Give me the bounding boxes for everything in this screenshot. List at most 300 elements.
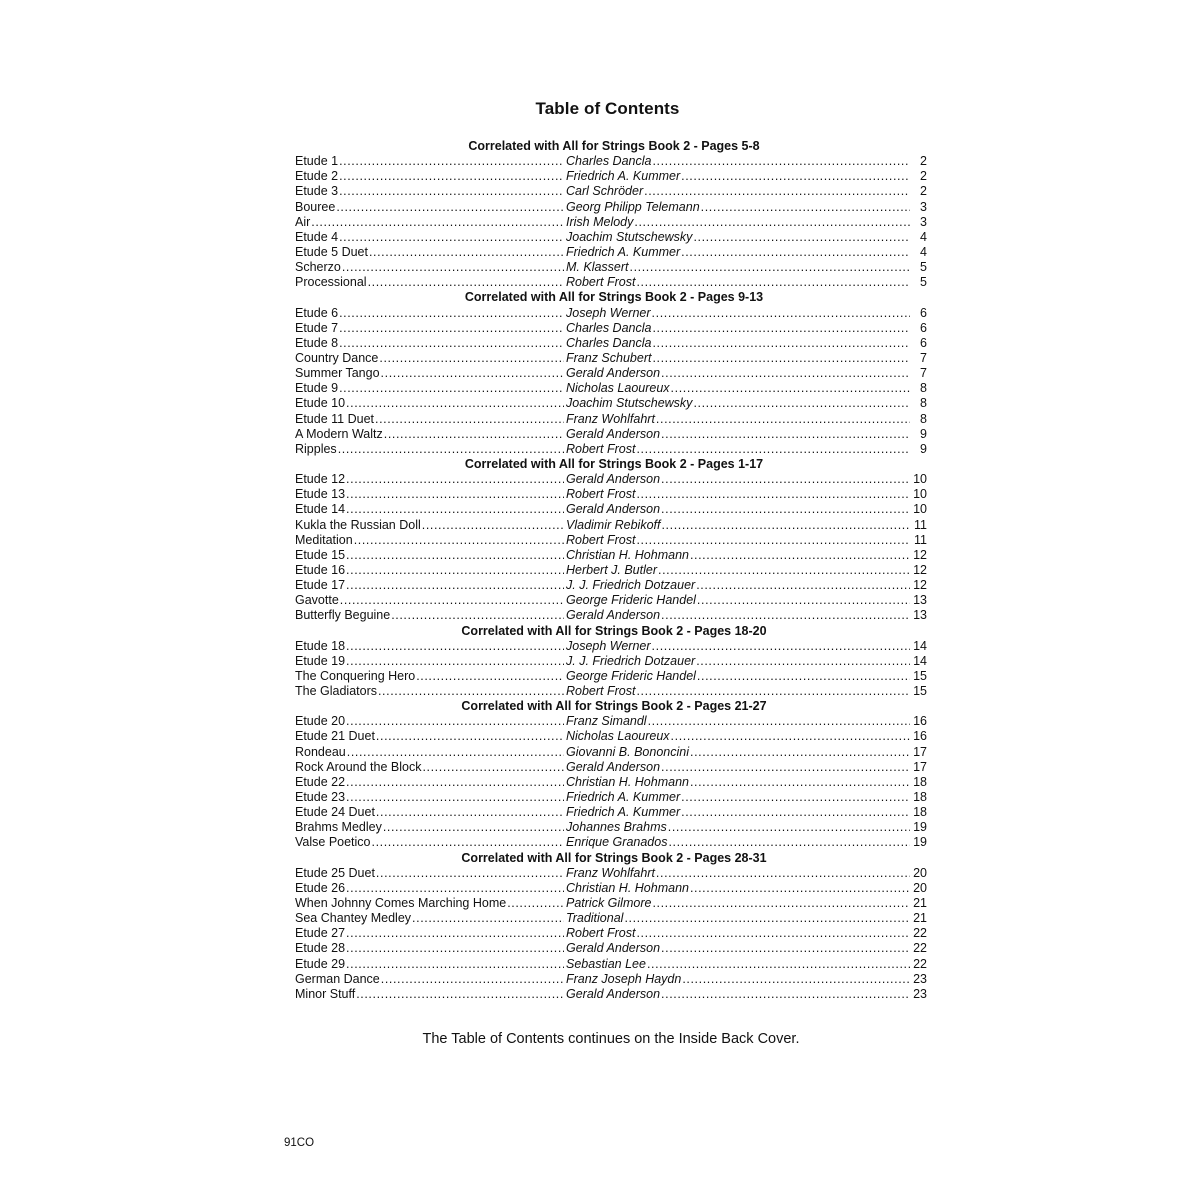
page-number: 7 <box>920 366 927 381</box>
dot-leader <box>696 593 910 608</box>
dot-leader <box>345 957 564 972</box>
composer-name: Christian H. Hohmann <box>566 880 689 895</box>
page-number: 10 <box>913 502 927 517</box>
composer-name: Charles Dancla <box>566 320 652 335</box>
dot-leader <box>375 805 564 820</box>
toc-entry <box>295 941 927 956</box>
dot-leader <box>695 654 910 669</box>
piece-title: Etude 5 Duet <box>295 244 368 259</box>
page-number: 21 <box>913 911 927 926</box>
piece-title: The Gladiators <box>295 684 377 699</box>
piece-title: Etude 20 <box>295 714 346 729</box>
composer-name: Friedrich A. Kummer <box>566 169 681 184</box>
composer-name: Franz Wohlfahrt <box>566 865 655 880</box>
dot-leader <box>689 775 910 790</box>
piece-title: Ripples <box>295 441 337 456</box>
piece-title: Etude 3 <box>295 184 339 199</box>
toc-entry <box>295 760 927 775</box>
composer-name: Herbert J. Butler <box>566 562 658 577</box>
composer-name: Carl Schröder <box>566 184 644 199</box>
dot-leader <box>670 381 910 396</box>
dot-leader <box>341 260 564 275</box>
dot-leader <box>355 987 564 1002</box>
piece-title: Etude 4 <box>295 229 339 244</box>
composer-name: Sebastian Lee <box>566 956 646 971</box>
dot-leader <box>345 775 564 790</box>
composer-name: Irish Melody <box>566 214 634 229</box>
toc-entry <box>295 533 927 548</box>
page-number: 5 <box>920 275 927 290</box>
toc-entry <box>295 412 927 427</box>
toc-entry <box>295 215 927 230</box>
toc-entry <box>295 608 927 623</box>
composer-name: Franz Joseph Haydn <box>566 971 682 986</box>
piece-title: Minor Stuff <box>295 986 356 1001</box>
dot-leader <box>660 608 910 623</box>
composer-name: Gerald Anderson <box>566 502 661 517</box>
toc-entry <box>295 714 927 729</box>
toc-entry <box>295 427 927 442</box>
toc-entry <box>295 230 927 245</box>
toc-entry <box>295 987 927 1002</box>
composer-name: Johannes Brahms <box>566 820 667 835</box>
toc-entry <box>295 593 927 608</box>
dot-leader <box>660 987 910 1002</box>
page-number: 2 <box>920 184 927 199</box>
dot-leader <box>695 578 910 593</box>
piece-title: German Dance <box>295 971 380 986</box>
piece-title: Etude 24 Duet <box>295 805 375 820</box>
composer-name: Charles Dancla <box>566 154 652 169</box>
page-number: 13 <box>913 608 927 623</box>
piece-title: When Johnny Comes Marching Home <box>295 896 507 911</box>
piece-title: Sea Chantey Medley <box>295 911 412 926</box>
toc-entry <box>295 684 927 699</box>
page-number: 18 <box>913 774 927 789</box>
dot-leader <box>660 366 910 381</box>
piece-title: The Conquering Hero <box>295 668 416 683</box>
dot-leader <box>680 790 910 805</box>
dot-leader <box>680 169 910 184</box>
piece-title: Etude 13 <box>295 487 346 502</box>
page-number: 23 <box>913 986 927 1001</box>
dot-leader <box>375 729 564 744</box>
piece-title: Etude 12 <box>295 472 346 487</box>
piece-title: A Modern Waltz <box>295 426 383 441</box>
dot-leader <box>345 654 564 669</box>
dot-leader <box>338 184 564 199</box>
dot-leader <box>338 336 564 351</box>
dot-leader <box>635 275 910 290</box>
composer-name: J. J. Friedrich Dotzauer <box>566 578 696 593</box>
dot-leader <box>643 184 910 199</box>
toc-entry <box>295 957 927 972</box>
composer-name: Robert Frost <box>566 487 636 502</box>
dot-leader <box>667 835 910 850</box>
toc-entry <box>295 790 927 805</box>
dot-leader <box>310 215 564 230</box>
toc-entry <box>295 154 927 169</box>
dot-leader <box>647 714 910 729</box>
composer-name: Franz Simandl <box>566 714 647 729</box>
dot-leader <box>670 729 910 744</box>
composer-name: George Frideric Handel <box>566 668 696 683</box>
composer-name: Gerald Anderson <box>566 941 661 956</box>
dot-leader <box>692 230 910 245</box>
page-number: 9 <box>920 441 927 456</box>
toc-entry <box>295 548 927 563</box>
dot-leader <box>696 669 910 684</box>
composer-name: Joachim Stutschewsky <box>566 396 693 411</box>
composer-name: M. Klassert <box>566 260 629 275</box>
composer-name: Friedrich A. Kummer <box>566 244 681 259</box>
toc-entry <box>295 911 927 926</box>
piece-title: Etude 7 <box>295 320 339 335</box>
toc-entry <box>295 518 927 533</box>
dot-leader <box>345 578 564 593</box>
piece-title: Etude 17 <box>295 578 346 593</box>
page-number: 17 <box>913 744 927 759</box>
piece-title: Etude 2 <box>295 169 339 184</box>
dot-leader <box>651 351 910 366</box>
section-heading: Correlated with All for Strings Book 2 - Pages 9-13 <box>464 290 764 305</box>
page-number: 21 <box>913 896 927 911</box>
composer-name: Nicholas Laoureux <box>566 381 670 396</box>
piece-title: Etude 9 <box>295 381 339 396</box>
piece-title: Etude 22 <box>295 774 346 789</box>
toc-entry <box>295 306 927 321</box>
page-code: 91CO <box>284 1137 315 1149</box>
dot-leader <box>368 245 564 260</box>
piece-title: Processional <box>295 275 367 290</box>
toc-entry <box>295 260 927 275</box>
dot-leader <box>346 745 564 760</box>
dot-leader <box>375 866 564 881</box>
page-number: 12 <box>913 578 927 593</box>
page-number: 9 <box>920 426 927 441</box>
page-number: 4 <box>920 244 927 259</box>
dot-leader <box>390 608 564 623</box>
page-number: 19 <box>913 835 927 850</box>
dot-leader <box>635 487 910 502</box>
piece-title: Summer Tango <box>295 366 380 381</box>
dot-leader <box>339 593 564 608</box>
dot-leader <box>411 911 564 926</box>
piece-title: Etude 26 <box>295 880 346 895</box>
toc-entry <box>295 366 927 381</box>
page-number: 12 <box>913 562 927 577</box>
toc-entry <box>295 321 927 336</box>
page-number: 23 <box>913 971 927 986</box>
toc-entry <box>295 351 927 366</box>
piece-title: Etude 14 <box>295 502 346 517</box>
piece-title: Scherzo <box>295 260 341 275</box>
composer-name: Robert Frost <box>566 275 636 290</box>
dot-leader <box>660 502 910 517</box>
dot-leader <box>651 336 910 351</box>
page-number: 3 <box>920 214 927 229</box>
toc-entry <box>295 805 927 820</box>
dot-leader <box>345 790 564 805</box>
dot-leader <box>633 215 910 230</box>
dot-leader <box>383 427 564 442</box>
composer-name: Christian H. Hohmann <box>566 774 689 789</box>
composer-name: Robert Frost <box>566 926 636 941</box>
piece-title: Etude 1 <box>295 154 339 169</box>
toc-entry <box>295 396 927 411</box>
page-number: 10 <box>913 487 927 502</box>
page-number: 22 <box>913 926 927 941</box>
dot-leader <box>651 896 910 911</box>
piece-title: Kukla the Russian Doll <box>295 517 421 532</box>
dot-leader <box>655 412 910 427</box>
dot-leader <box>680 245 910 260</box>
dot-leader <box>338 321 564 336</box>
composer-name: Franz Wohlfahrt <box>566 411 655 426</box>
dot-leader <box>382 820 564 835</box>
toc-entry <box>295 729 927 744</box>
toc-entry <box>295 563 927 578</box>
page-number: 2 <box>920 169 927 184</box>
composer-name: Gerald Anderson <box>566 759 661 774</box>
composer-name: Robert Frost <box>566 532 636 547</box>
toc-entry <box>295 745 927 760</box>
toc-entry <box>295 200 927 215</box>
dot-leader <box>635 684 910 699</box>
piece-title: Etude 8 <box>295 335 339 350</box>
piece-title: Etude 15 <box>295 547 346 562</box>
dot-leader <box>655 866 910 881</box>
page-number: 3 <box>920 199 927 214</box>
toc-entry <box>295 669 927 684</box>
composer-name: Gerald Anderson <box>566 986 661 1001</box>
composer-name: Gerald Anderson <box>566 426 661 441</box>
page-number: 11 <box>914 517 927 532</box>
composer-name: Traditional <box>566 911 624 926</box>
page-number: 2 <box>920 154 927 169</box>
toc-entry <box>295 381 927 396</box>
dot-leader <box>337 442 564 457</box>
toc-entry <box>295 926 927 941</box>
piece-title: Etude 28 <box>295 941 346 956</box>
composer-name: Georg Philipp Telemann <box>566 199 700 214</box>
dot-leader <box>689 745 910 760</box>
page-number: 10 <box>913 472 927 487</box>
page-number: 16 <box>913 729 927 744</box>
composer-name: George Frideric Handel <box>566 593 696 608</box>
piece-title: Valse Poetico <box>295 835 371 850</box>
composer-name: Franz Schubert <box>566 350 652 365</box>
dot-leader <box>660 760 910 775</box>
dot-leader <box>380 366 564 381</box>
dot-leader <box>635 533 910 548</box>
composer-name: Christian H. Hohmann <box>566 547 689 562</box>
dot-leader <box>657 563 910 578</box>
dot-leader <box>415 669 564 684</box>
dot-leader <box>651 154 910 169</box>
composer-name: J. J. Friedrich Dotzauer <box>566 653 696 668</box>
piece-title: Gavotte <box>295 593 339 608</box>
dot-leader <box>660 472 910 487</box>
dot-leader <box>660 427 910 442</box>
dot-leader <box>378 351 564 366</box>
dot-leader <box>667 820 910 835</box>
piece-title: Etude 16 <box>295 562 346 577</box>
composer-name: Giovanni B. Bononcini <box>566 744 689 759</box>
page-number: 5 <box>920 260 927 275</box>
page-number: 20 <box>913 880 927 895</box>
composer-name: Joachim Stutschewsky <box>566 229 693 244</box>
page-number: 8 <box>920 396 927 411</box>
dot-leader <box>506 896 564 911</box>
dot-leader <box>689 881 910 896</box>
toc-entry <box>295 820 927 835</box>
composer-name: Robert Frost <box>566 441 636 456</box>
piece-title: Etude 11 Duet <box>295 411 374 426</box>
dot-leader <box>421 760 564 775</box>
dot-leader <box>660 518 910 533</box>
dot-leader <box>345 563 564 578</box>
dot-leader <box>689 548 910 563</box>
page-number: 17 <box>913 759 927 774</box>
piece-title: Rondeau <box>295 744 346 759</box>
composer-name: Enrique Granados <box>566 835 668 850</box>
toc-entry <box>295 775 927 790</box>
composer-name: Friedrich A. Kummer <box>566 790 681 805</box>
piece-title: Etude 19 <box>295 653 346 668</box>
piece-title: Etude 25 Duet <box>295 865 375 880</box>
piece-title: Etude 6 <box>295 305 339 320</box>
page-number: 4 <box>920 229 927 244</box>
dot-leader <box>380 972 564 987</box>
toc-entry <box>295 972 927 987</box>
piece-title: Meditation <box>295 532 353 547</box>
toc-entry <box>295 487 927 502</box>
dot-leader <box>345 472 564 487</box>
dot-leader <box>345 941 564 956</box>
toc-entry <box>295 578 927 593</box>
dot-leader <box>651 306 910 321</box>
dot-leader <box>660 941 910 956</box>
dot-leader <box>692 396 910 411</box>
dot-leader <box>374 412 564 427</box>
dot-leader <box>700 200 910 215</box>
dot-leader <box>623 911 910 926</box>
toc-entry <box>295 184 927 199</box>
piece-title: Bouree <box>295 199 336 214</box>
piece-title: Brahms Medley <box>295 820 382 835</box>
dot-leader <box>635 926 910 941</box>
page-number: 6 <box>920 335 927 350</box>
dot-leader <box>680 805 910 820</box>
toc-entry <box>295 881 927 896</box>
toc-entry <box>295 835 927 850</box>
page-number: 14 <box>913 638 927 653</box>
piece-title: Etude 23 <box>295 790 346 805</box>
page-number: 8 <box>920 411 927 426</box>
dot-leader <box>646 957 910 972</box>
composer-name: Joseph Werner <box>566 638 651 653</box>
piece-title: Etude 27 <box>295 926 346 941</box>
dot-leader <box>345 714 564 729</box>
toc-entry <box>295 896 927 911</box>
page-number: 22 <box>913 941 927 956</box>
dot-leader <box>338 381 564 396</box>
composer-name: Robert Frost <box>566 684 636 699</box>
piece-title: Butterfly Beguine <box>295 608 391 623</box>
section-heading: Correlated with All for Strings Book 2 - Pages 28-31 <box>461 850 767 865</box>
continuation-note: The Table of Contents continues on the Inside Back Cover. <box>422 1031 800 1047</box>
dot-leader <box>345 487 564 502</box>
section-heading: Correlated with All for Strings Book 2 - Pages 18-20 <box>461 623 767 638</box>
piece-title: Air <box>295 214 311 229</box>
piece-title: Etude 18 <box>295 638 346 653</box>
dot-leader <box>371 835 564 850</box>
piece-title: Etude 10 <box>295 396 346 411</box>
page-number: 12 <box>913 547 927 562</box>
page-number: 20 <box>913 865 927 880</box>
dot-leader <box>635 442 910 457</box>
dot-leader <box>651 321 910 336</box>
table-of-contents <box>295 139 927 1002</box>
dot-leader <box>345 396 564 411</box>
toc-entry <box>295 245 927 260</box>
dot-leader <box>338 154 564 169</box>
composer-name: Charles Dancla <box>566 335 652 350</box>
piece-title: Etude 29 <box>295 956 346 971</box>
composer-name: Gerald Anderson <box>566 608 661 623</box>
dot-leader <box>338 169 564 184</box>
dot-leader <box>338 306 564 321</box>
composer-name: Friedrich A. Kummer <box>566 805 681 820</box>
composer-name: Nicholas Laoureux <box>566 729 670 744</box>
toc-entry <box>295 275 927 290</box>
page-number: 18 <box>913 805 927 820</box>
dot-leader <box>681 972 910 987</box>
page-number: 8 <box>920 381 927 396</box>
page-number: 15 <box>913 684 927 699</box>
dot-leader <box>421 518 564 533</box>
section-heading: Correlated with All for Strings Book 2 - Pages 1-17 <box>464 456 764 471</box>
page-number: 6 <box>920 320 927 335</box>
toc-entry <box>295 639 927 654</box>
page-number: 19 <box>913 820 927 835</box>
toc-entry <box>295 502 927 517</box>
piece-title: Etude 21 Duet <box>295 729 375 744</box>
piece-title: Country Dance <box>295 350 379 365</box>
composer-name: Gerald Anderson <box>566 366 661 381</box>
toc-entry <box>295 472 927 487</box>
dot-leader <box>335 200 564 215</box>
dot-leader <box>353 533 564 548</box>
section-heading: Correlated with All for Strings Book 2 - Pages 5-8 <box>468 139 760 153</box>
section-heading: Correlated with All for Strings Book 2 - Pages 21-27 <box>461 699 767 714</box>
page-number: 15 <box>913 668 927 683</box>
toc-entry <box>295 654 927 669</box>
page-number: 7 <box>920 350 927 365</box>
dot-leader <box>345 881 564 896</box>
dot-leader <box>345 548 564 563</box>
dot-leader <box>345 502 564 517</box>
page-number: 22 <box>913 956 927 971</box>
dot-leader <box>377 684 564 699</box>
composer-name: Gerald Anderson <box>566 472 661 487</box>
toc-entry <box>295 336 927 351</box>
piece-title: Rock Around the Block <box>295 759 422 774</box>
toc-entry <box>295 442 927 457</box>
page-number: 11 <box>914 532 927 547</box>
dot-leader <box>345 926 564 941</box>
